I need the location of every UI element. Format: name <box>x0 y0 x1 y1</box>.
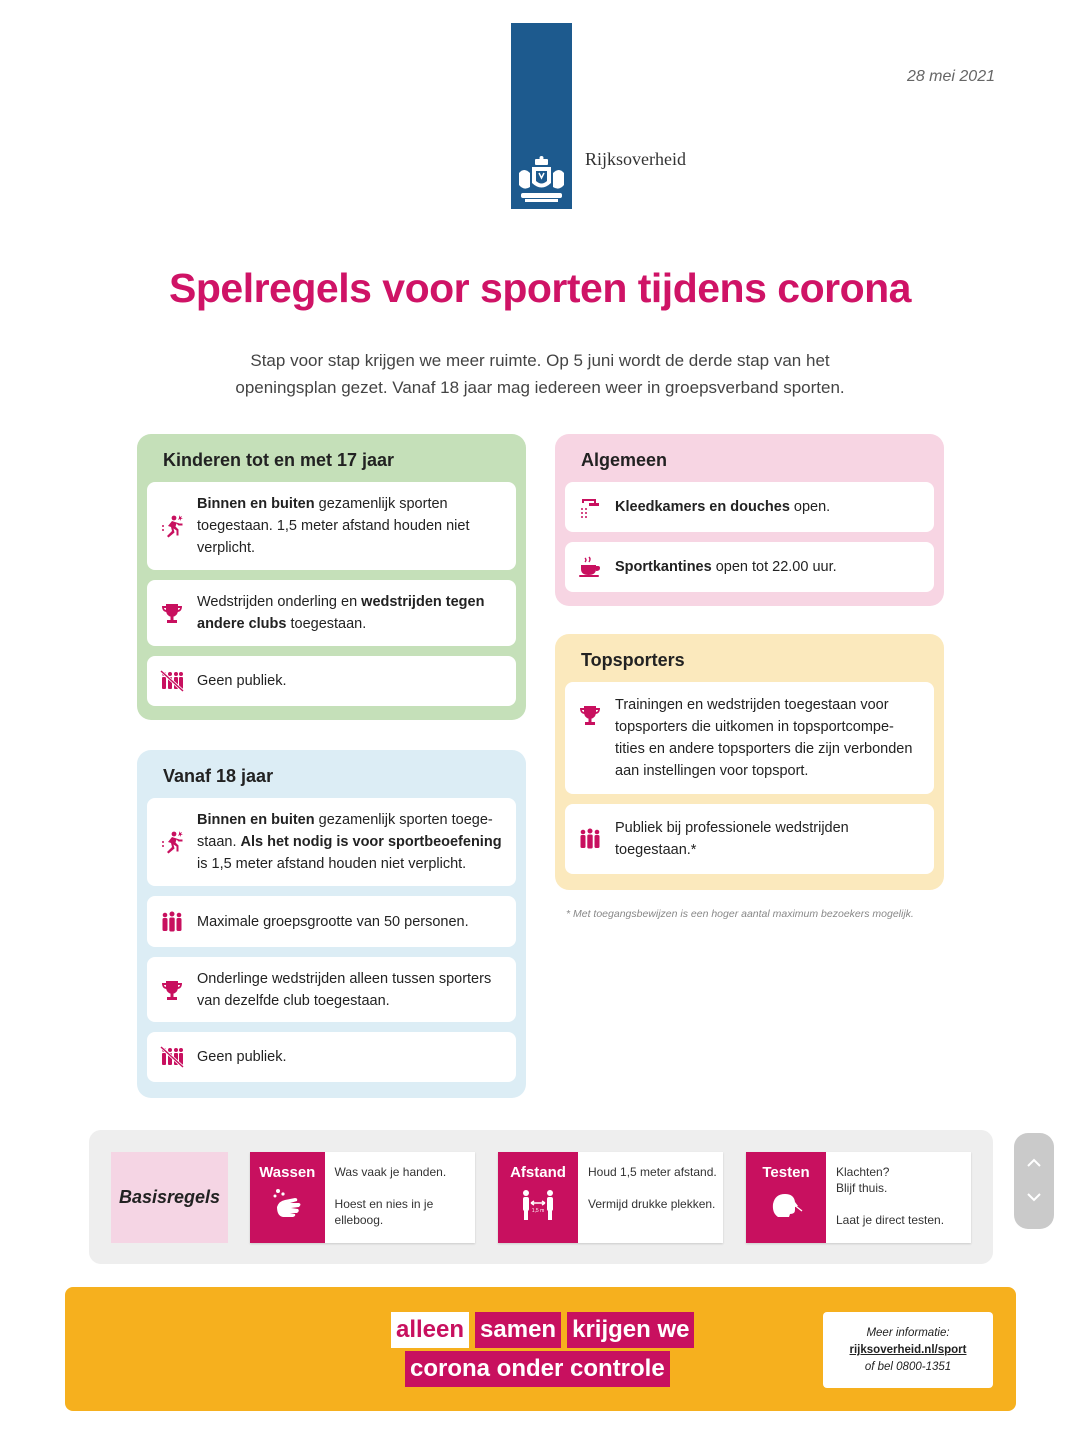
more-info-link[interactable]: rijksoverheid.nl/sport <box>849 1344 967 1356</box>
adults-item-no-audience: Geen publiek. <box>147 1032 516 1082</box>
rule-distance <box>498 1152 723 1243</box>
slogan-line-2 <box>405 1351 670 1387</box>
kids-item-no-audience: Geen publiek. <box>147 656 516 706</box>
rule-distance-title: Afstand <box>510 1164 566 1181</box>
slogan-banner <box>65 1287 1016 1411</box>
rule-test <box>746 1152 971 1243</box>
page-title: Spelregels voor sporten tijdens corona <box>169 265 911 311</box>
group-icon <box>577 826 603 852</box>
rule-wash-line-1: Was vaak je handen. <box>334 1165 447 1179</box>
slogan-word-samen: samen <box>475 1312 561 1348</box>
sport-running-icon <box>159 513 185 539</box>
rijksoverheid-logo-bar <box>511 23 572 209</box>
panel-adults <box>137 750 526 1098</box>
slogan-word-alleen: alleen <box>391 1312 469 1348</box>
intro-line-1: Stap voor stap krijgen we meer ruimte. Op 5 juni wordt de derde stap van het <box>250 351 830 370</box>
distance-icon <box>520 1187 556 1223</box>
panel-kids <box>137 434 526 720</box>
basic-rules-label: Basisregels <box>111 1152 228 1243</box>
rule-distance-line-2: Vermijd drukke plekken. <box>588 1197 716 1211</box>
sport-running-icon <box>159 829 185 855</box>
intro-text <box>180 347 900 401</box>
rule-wash-line-2: Hoest en nies in je elleboog. <box>334 1197 434 1227</box>
trophy-icon <box>159 977 185 1003</box>
test-swab-icon <box>768 1187 804 1223</box>
kids-item-matches: Wedstrijden onderling en wedstrijden tegen andere clubs toegestaan. <box>147 580 516 646</box>
slogan-word-krijgen-we: krijgen we <box>567 1312 694 1348</box>
top-item-trainings: Trainingen en wedstrijden toegestaan voor topsporters die uitkomen in topsportcompe-tities en andere topsporters die zijn verbonden aan instellingen voor topsport. <box>565 682 934 794</box>
rule-wash <box>250 1152 475 1243</box>
rule-test-line-1: Klachten? Blijf thuis. <box>836 1165 890 1195</box>
document-date: 28 mei 2021 <box>906 68 995 85</box>
hand-wash-icon <box>269 1187 305 1223</box>
intro-line-2: openingsplan gezet. Vanaf 18 jaar mag iedereen weer in groepsverband sporten. <box>235 378 845 397</box>
footnote: * Met toegangsbewijzen is een hoger aantal maximum bezoekers mogelijk. <box>566 908 914 920</box>
rule-distance-line-1: Houd 1,5 meter afstand. <box>588 1165 717 1179</box>
top-item-audience: Publiek bij professionele wedstrijden toegestaan.* <box>565 804 934 874</box>
panel-kids-title: Kinderen tot en met 17 jaar <box>163 450 395 470</box>
royal-crest-icon <box>515 155 568 205</box>
page-scroll-control[interactable] <box>1014 1133 1054 1229</box>
chevron-up-icon[interactable] <box>1026 1155 1042 1171</box>
adults-item-group-size: Maximale groepsgrootte van 50 personen. <box>147 896 516 947</box>
shower-icon <box>577 494 603 520</box>
adults-item-indoor-outdoor: Binnen en buiten gezamenlijk sporten toege-staan. Als het nodig is voor sportbeoefening is 1,5 meter afstand houden niet verplicht. <box>147 798 516 886</box>
panel-adults-title: Vanaf 18 jaar <box>163 766 274 786</box>
more-info-phone: of bel 0800-1351 <box>864 1361 952 1373</box>
panel-top-athletes-title: Topsporters <box>581 650 685 670</box>
coffee-cup-icon <box>577 554 603 580</box>
kids-item-indoor-outdoor: Binnen en buiten gezamenlijk sporten toegestaan. 1,5 meter afstand houden niet verplicht. <box>147 482 516 570</box>
more-info-title: Meer informatie: <box>866 1327 950 1339</box>
logo-text: Rijksoverheid <box>585 149 686 169</box>
slogan-line-1 <box>391 1312 694 1348</box>
panel-general <box>555 434 944 606</box>
basic-rules-section <box>89 1130 993 1264</box>
general-item-changing-rooms: Kleedkamers en douches open. <box>565 482 934 532</box>
panel-general-title: Algemeen <box>581 450 668 470</box>
rule-wash-title: Wassen <box>259 1164 316 1181</box>
no-audience-icon <box>159 668 185 694</box>
no-audience-icon <box>159 1044 185 1070</box>
trophy-icon <box>159 600 185 626</box>
rule-test-title: Testen <box>762 1164 810 1181</box>
more-info-box <box>823 1312 993 1388</box>
general-item-canteens: Sportkantines open tot 22.00 uur. <box>565 542 934 592</box>
chevron-down-icon[interactable] <box>1026 1189 1042 1205</box>
slogan-word-corona: corona onder controle <box>405 1351 670 1387</box>
distance-label: 1,5 m <box>531 1208 545 1214</box>
trophy-icon <box>577 702 603 728</box>
panel-top-athletes <box>555 634 944 890</box>
adults-item-matches: Onderlinge wedstrijden alleen tussen sporters van dezelfde club toegestaan. <box>147 957 516 1022</box>
group-icon <box>159 909 185 935</box>
rule-test-line-2: Laat je direct testen. <box>836 1213 945 1227</box>
